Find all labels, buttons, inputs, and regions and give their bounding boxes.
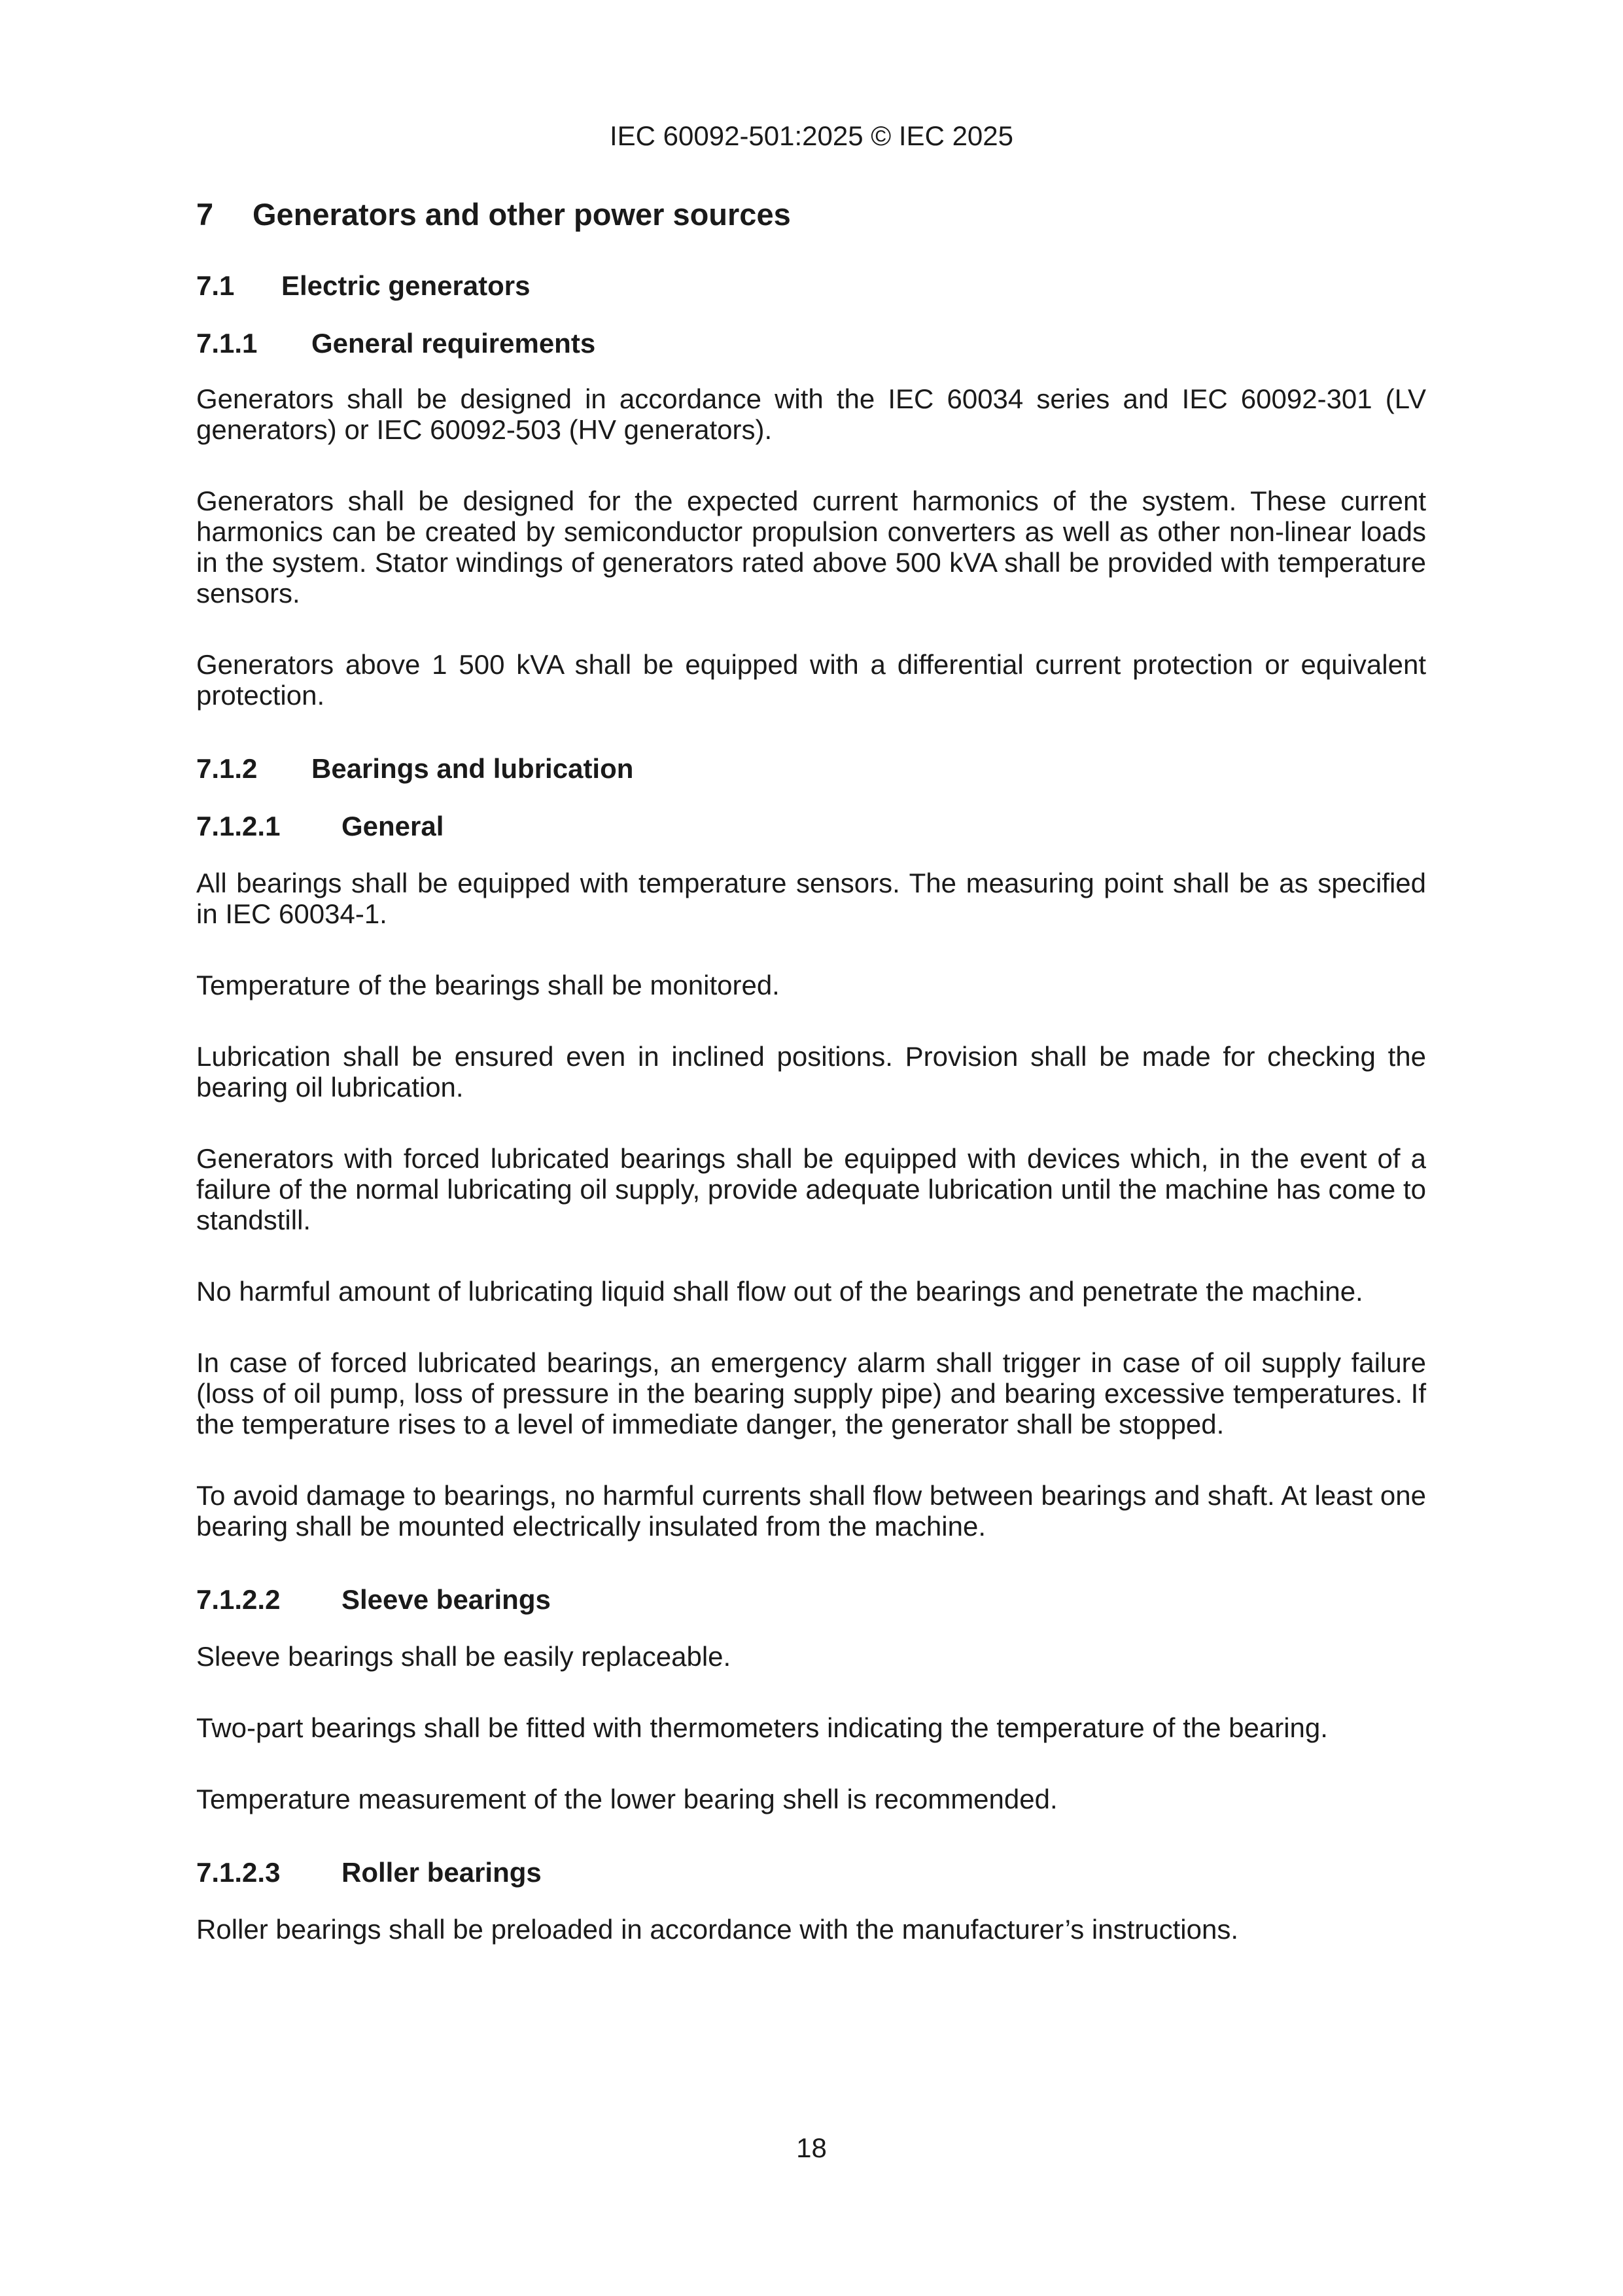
subclause-title: Roller bearings	[341, 1857, 542, 1888]
heading-clause-7	[196, 195, 1426, 234]
paragraph: Generators shall be designed in accordance with the IEC 60034 series and IEC 60092-301 (LV generators) or IEC 60092-503 (HV generators).	[196, 383, 1426, 445]
clause-title: Generators and other power sources	[253, 197, 791, 232]
subclause-number: 7.1.2.3	[196, 1857, 281, 1888]
subclause-number: 7.1.1	[196, 328, 258, 359]
paragraph: To avoid damage to bearings, no harmful currents shall flow between bearings and shaft. At least one bearing shall be mounted electrically insulated from the machine.	[196, 1480, 1426, 1542]
page-number: 18	[796, 2132, 827, 2163]
subclause-number: 7.1	[196, 270, 235, 301]
subclause-title: Bearings and lubrication	[311, 753, 634, 784]
paragraph: Temperature measurement of the lower bearing shell is recommended.	[196, 1784, 1058, 1814]
paragraph: Two-part bearings shall be fitted with thermometers indicating the temperature of the bearing.	[196, 1712, 1328, 1743]
heading-subclause-7-1-2-1	[196, 809, 1426, 844]
paragraph: Generators shall be designed for the expected current harmonics of the system. These current harmonics can be created by semiconductor propulsion converters as well as other non-linear loads in the system. Stator windings of generators rated above 500 kVA shall be provided with temperature sensors.	[196, 486, 1426, 609]
subclause-title: Sleeve bearings	[341, 1584, 551, 1615]
paragraph: Lubrication shall be ensured even in inclined positions. Provision shall be made for checking the bearing oil lubrication.	[196, 1041, 1426, 1103]
heading-subclause-7-1-2	[196, 751, 1426, 786]
paragraph: No harmful amount of lubricating liquid shall flow out of the bearings and penetrate the machine.	[196, 1276, 1363, 1307]
paragraph: Generators above 1 500 kVA shall be equipped with a differential current protection or equivalent protection.	[196, 649, 1426, 711]
clause-number: 7	[196, 197, 214, 232]
heading-subclause-7-1-1	[196, 326, 1426, 361]
subclause-number: 7.1.2.2	[196, 1584, 281, 1615]
subclause-number: 7.1.2.1	[196, 811, 281, 841]
paragraph: Sleeve bearings shall be easily replaceable.	[196, 1641, 731, 1672]
paragraph: Generators with forced lubricated bearings shall be equipped with devices which, in the event of a failure of the normal lubricating oil supply, provide adequate lubrication until the machine has come to standstill.	[196, 1143, 1426, 1235]
paragraph: All bearings shall be equipped with temperature sensors. The measuring point shall be as specified in IEC 60034-1.	[196, 868, 1426, 929]
heading-subclause-7-1-2-3	[196, 1855, 1426, 1890]
paragraph: In case of forced lubricated bearings, an emergency alarm shall trigger in case of oil supply failure (loss of oil pump, loss of pressure in the bearing supply pipe) and bearing excessive temperatures. If the temperature rises to a level of immediate danger, the generator shall be stopped.	[196, 1347, 1426, 1439]
heading-subclause-7-1	[196, 268, 1426, 304]
running-header: IEC 60092-501:2025 © IEC 2025	[609, 120, 1014, 151]
heading-subclause-7-1-2-2	[196, 1582, 1426, 1617]
paragraph: Roller bearings shall be preloaded in accordance with the manufacturer’s instructions.	[196, 1914, 1238, 1945]
subclause-title: Electric generators	[281, 270, 531, 301]
subclause-title: General requirements	[311, 328, 596, 359]
subclause-title: General	[341, 811, 444, 841]
paragraph: Temperature of the bearings shall be monitored.	[196, 970, 780, 1000]
subclause-number: 7.1.2	[196, 753, 258, 784]
document-body	[196, 195, 1426, 1985]
